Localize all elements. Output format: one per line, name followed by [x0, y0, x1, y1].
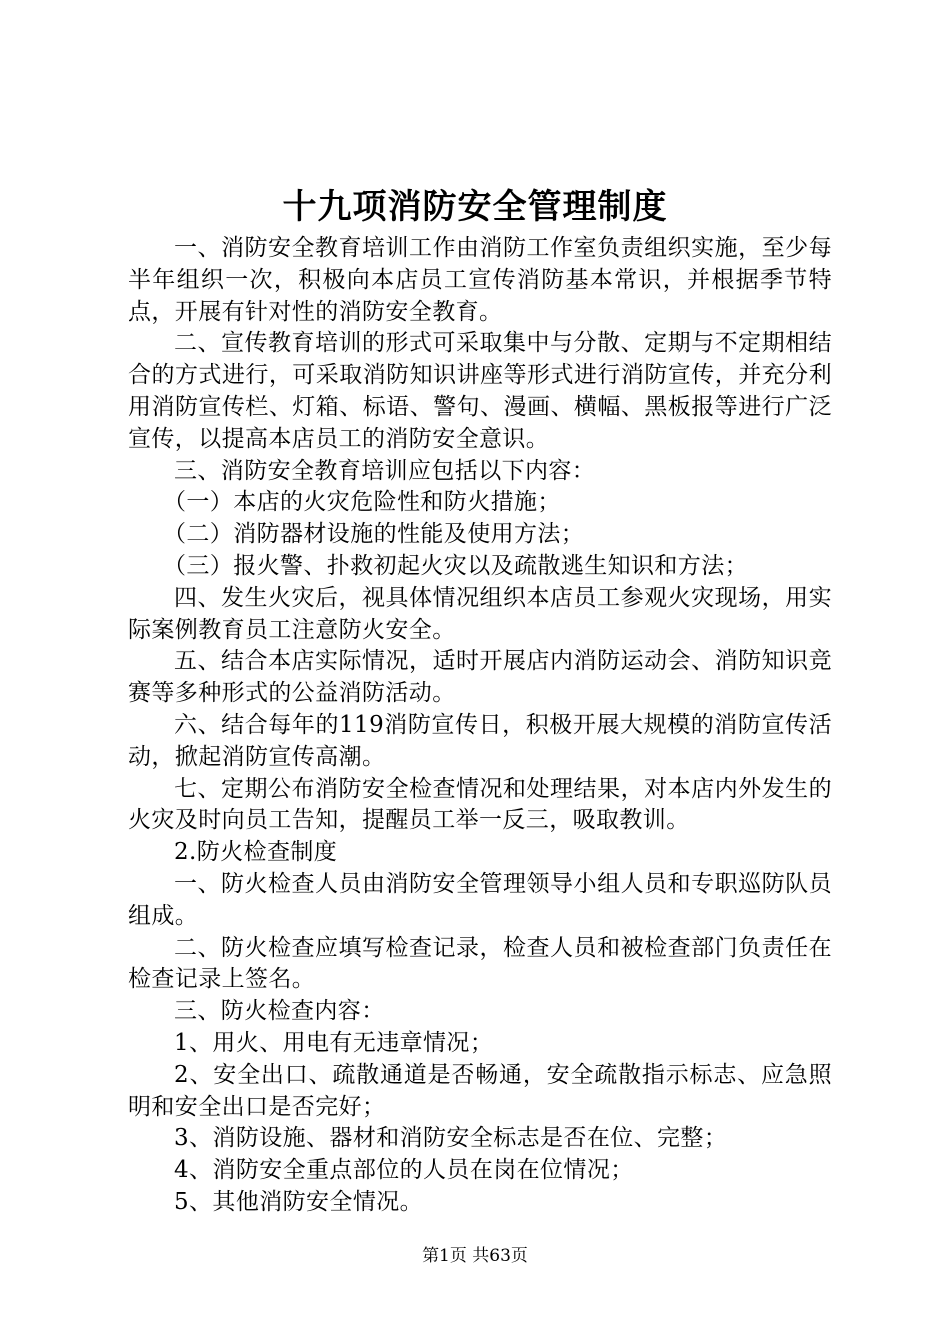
document-body: [128, 233, 832, 1219]
paragraph-8: 一、防火检查人员由消防安全管理领导小组人员和专职巡防队员组成。: [128, 870, 832, 929]
paragraph-1: 一、消防安全教育培训工作由消防工作室负责组织实施，至少每半年组织一次，积极向本店员工宣传消防基本常识，并根据季节特点，开展有针对性的消防安全教育。: [128, 235, 832, 325]
list-item-2: （二）消防器材设施的性能及使用方法；: [163, 521, 585, 548]
paragraph-6: 六、结合每年的119消防宣传日，积极开展大规模的消防宣传活动，掀起消防宣传高潮。: [128, 711, 832, 770]
check-item-5: 5、其他消防安全情况。: [174, 1188, 424, 1215]
document-title: 十九项消防安全管理制度: [282, 187, 668, 227]
paragraph-4: 四、发生火灾后，视具体情况组织本店员工参观火灾现场，用实际案例教育员工注意防火安全。: [128, 584, 832, 643]
check-item-1: 1、用火、用电有无违章情况；: [174, 1029, 494, 1056]
paragraph-5: 五、结合本店实际情况，适时开展店内消防运动会、消防知识竞赛等多种形式的公益消防活动。: [128, 648, 832, 707]
check-item-3: 3、消防设施、器材和消防安全标志是否在位、完整；: [174, 1125, 728, 1152]
paragraph-7: 七、定期公布消防安全检查情况和处理结果，对本店内外发生的火灾及时向员工告知，提醒员工举一反三，吸取教训。: [128, 775, 832, 834]
check-item-4: 4、消防安全重点部位的人员在岗在位情况；: [174, 1157, 634, 1184]
paragraph-3: 三、消防安全教育培训应包括以下内容：: [174, 457, 596, 484]
paragraph-9: 二、防火检查应填写检查记录，检查人员和被检查部门负责任在检查记录上签名。: [128, 934, 832, 993]
page-footer: 第1页 共63页: [422, 1246, 528, 1266]
check-item-2: 2、安全出口、疏散通道是否畅通，安全疏散指示标志、应急照明和安全出口是否完好；: [128, 1061, 832, 1120]
paragraph-2: 二、宣传教育培训的形式可采取集中与分散、定期与不定期相结合的方式进行，可采取消防知识讲座等形式进行消防宣传，并充分利用消防宣传栏、灯箱、标语、警句、漫画、横幅、黑板报等进行广泛宣传，以提高本店员工的消防安全意识。: [128, 330, 832, 452]
list-item-1: （一）本店的火灾危险性和防火措施；: [163, 489, 561, 516]
list-item-3: （三）报火警、扑救初起火灾以及疏散逃生知识和方法；: [163, 552, 748, 579]
paragraph-10: 三、防火检查内容：: [174, 998, 385, 1025]
section-heading: 2.防火检查制度: [174, 839, 338, 866]
